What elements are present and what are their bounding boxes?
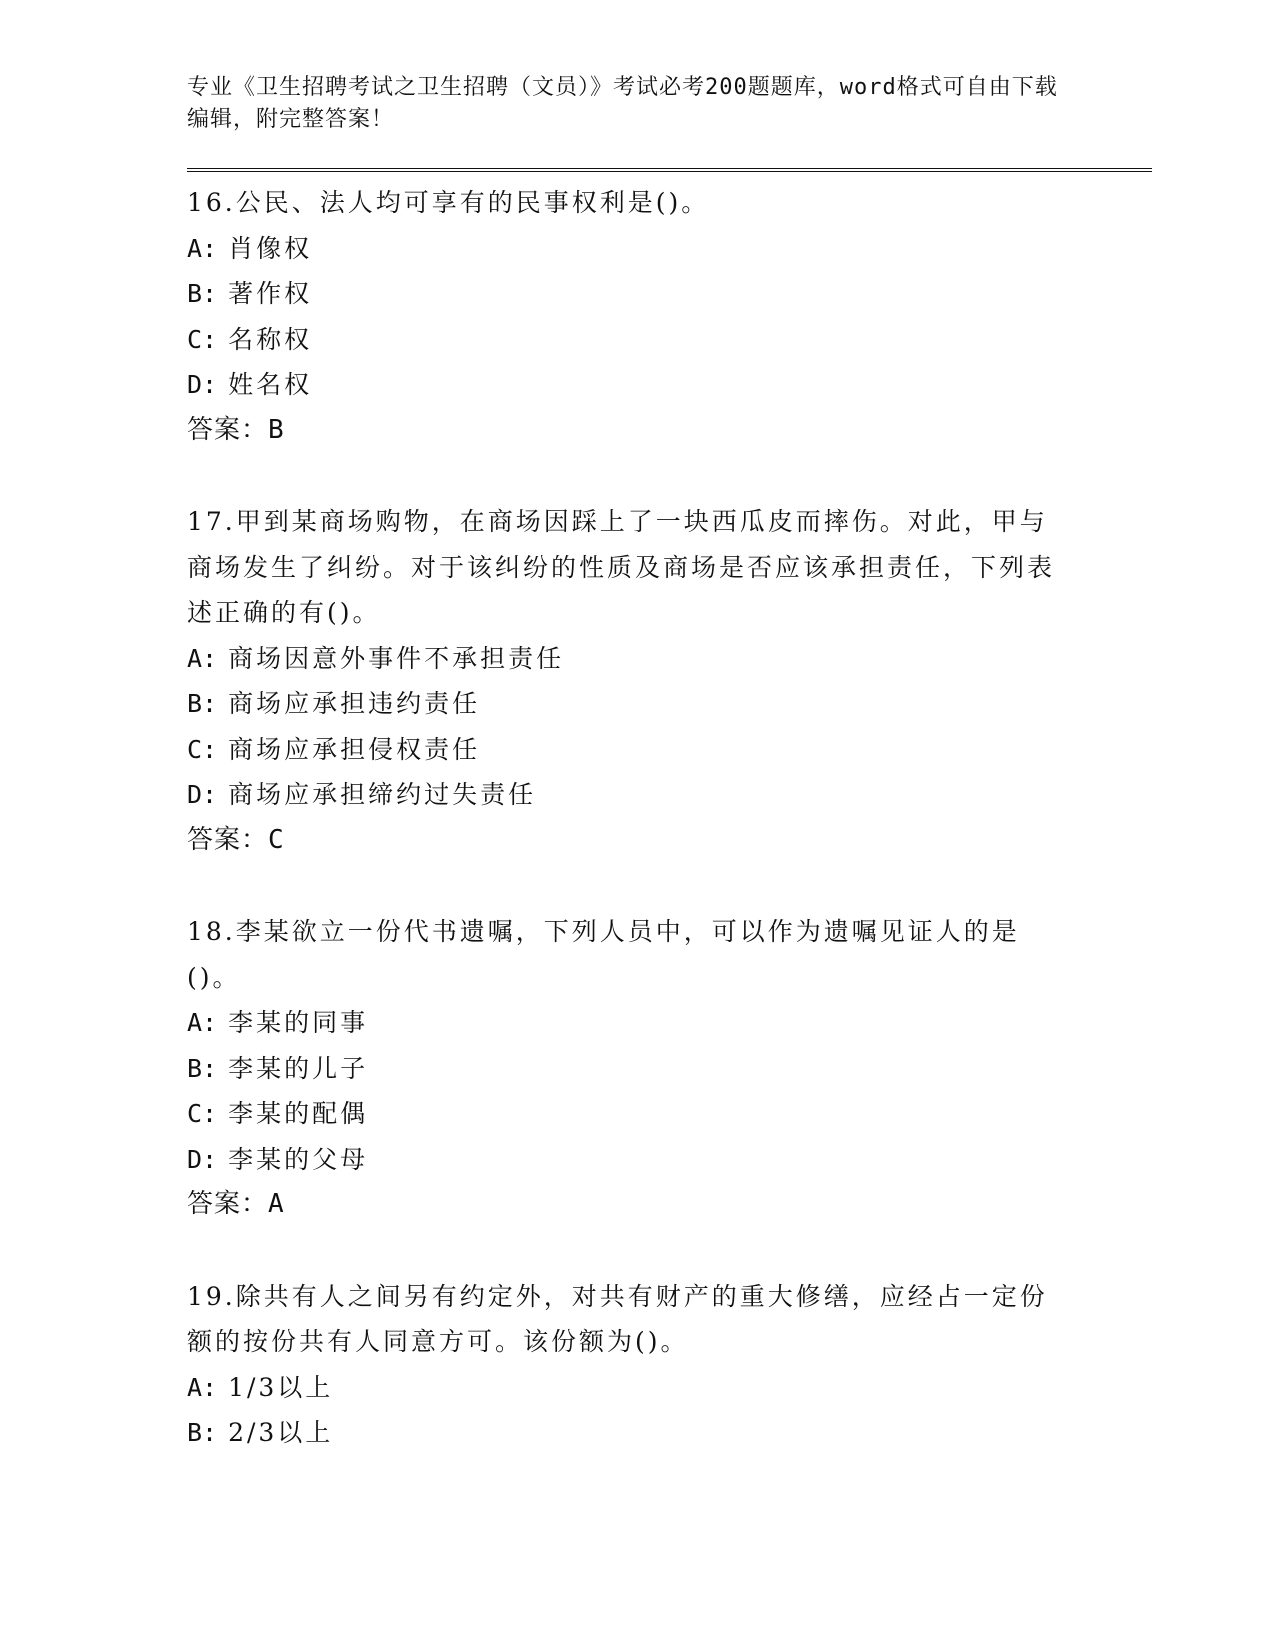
question-stem: 19.除共有人之间另有约定外，对共有财产的重大修缮，应经占一定份额的按份共有人同意方可。该份额为()。 xyxy=(187,1281,1048,1356)
option-c: C: 李某的配偶 xyxy=(187,1099,369,1128)
document-page xyxy=(187,72,1152,1502)
option-a: A: 商场因意外事件不承担责任 xyxy=(187,643,565,673)
option-a: A: 肖像权 xyxy=(187,233,313,263)
answer-line: 答案：B xyxy=(187,414,285,445)
option-c: C: 名称权 xyxy=(187,324,313,354)
question-17 xyxy=(187,499,1152,863)
option-b: B: 著作权 xyxy=(187,279,313,308)
question-stem: 16.公民、法人均可享有的民事权利是()。 xyxy=(187,188,710,217)
question-stem: 18.李某欲立一份代书遗嘱，下列人员中，可以作为遗嘱见证人的是()。 xyxy=(187,917,1020,992)
option-d: D: 姓名权 xyxy=(187,370,313,399)
question-stem: 17.甲到某商场购物，在商场因踩上了一块西瓜皮而摔伤。对此，甲与商场发生了纠纷。对于该纠纷的性质及商场是否应该承担责任，下列表述正确的有()。 xyxy=(187,507,1056,627)
option-d: D: 商场应承担缔约过失责任 xyxy=(187,780,537,809)
option-d: D: 李某的父母 xyxy=(187,1144,369,1174)
option-b: B: 2/3以上 xyxy=(187,1418,334,1447)
question-16 xyxy=(187,180,1152,453)
question-19 xyxy=(187,1274,1152,1456)
option-c: C: 商场应承担侵权责任 xyxy=(187,734,481,764)
option-b: B: 商场应承担违约责任 xyxy=(187,689,481,718)
answer-line: 答案：C xyxy=(187,824,285,855)
answer-line: 答案：A xyxy=(187,1189,285,1219)
question-18 xyxy=(187,909,1152,1228)
header-double-rule xyxy=(187,168,1152,172)
question-list xyxy=(187,180,1152,1456)
document-header: 专业《卫生招聘考试之卫生招聘（文员）》考试必考200题题库，word格式可自由下载编辑，附完整答案！ xyxy=(187,75,1058,132)
option-b: B: 李某的儿子 xyxy=(187,1053,369,1083)
option-a: A: 李某的同事 xyxy=(187,1008,369,1037)
option-a: A: 1/3以上 xyxy=(187,1372,334,1402)
